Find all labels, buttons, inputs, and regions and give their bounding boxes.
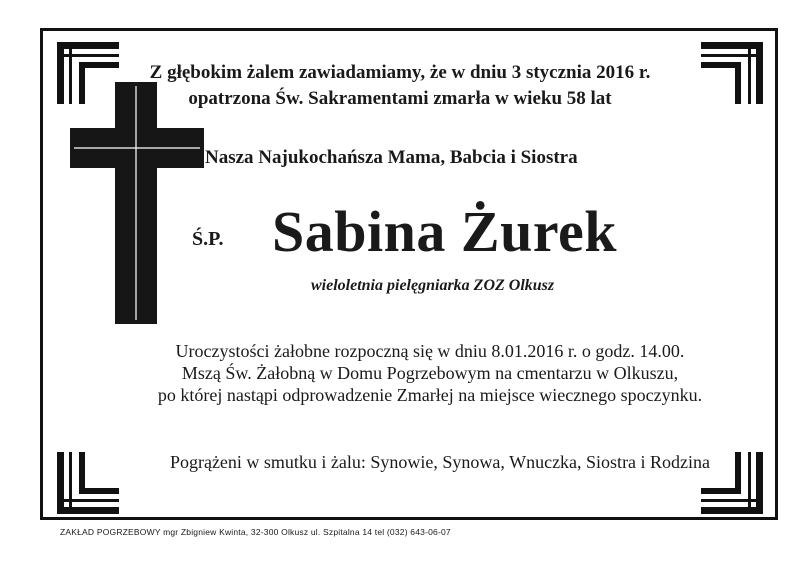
announcement-line-1: Z głębokim żalem zawiadamiamy, że w dniu 3 stycznia 2016 r. (149, 62, 651, 83)
funeral-home-footer: ZAKŁAD POGRZEBOWY mgr Zbigniew Kwinta, 32-300 Olkusz ul. Szpitalna 14 tel (032) 643-06-07 (60, 527, 451, 537)
announcement (0, 60, 800, 112)
relation-text: Nasza Najukochańsza Mama, Babcia i Siostra (205, 147, 578, 168)
name-prefix: Ś.P. (192, 228, 224, 250)
mourners-text: Pogrążeni w smutku i żalu: Synowie, Synowa, Wnuczka, Siostra i Rodzina (169, 452, 711, 472)
deceased-name: Sabina Żurek (272, 199, 618, 264)
announcement-line-2: opatrzona Św. Sakramentami zmarła w wieku 58 lat (188, 88, 612, 109)
ceremony-line-2: Mszą Św. Żałobną w Domu Pogrzebowym na cmentarzu w Olkuszu, (181, 363, 679, 383)
ceremony-line-1: Uroczystości żałobne rozpoczną się w dniu 8.01.2016 r. o godz. 14.00. (175, 341, 685, 361)
ceremony-line-3: po której nastąpi odprowadzenie Zmarłej na miejsce wiecznego spoczynku. (157, 385, 703, 405)
ceremony-details (30, 340, 800, 406)
latin-cross-icon (70, 82, 210, 329)
profession-text: wieloletnia pielęgniarka ZOZ Olkusz (311, 277, 555, 294)
